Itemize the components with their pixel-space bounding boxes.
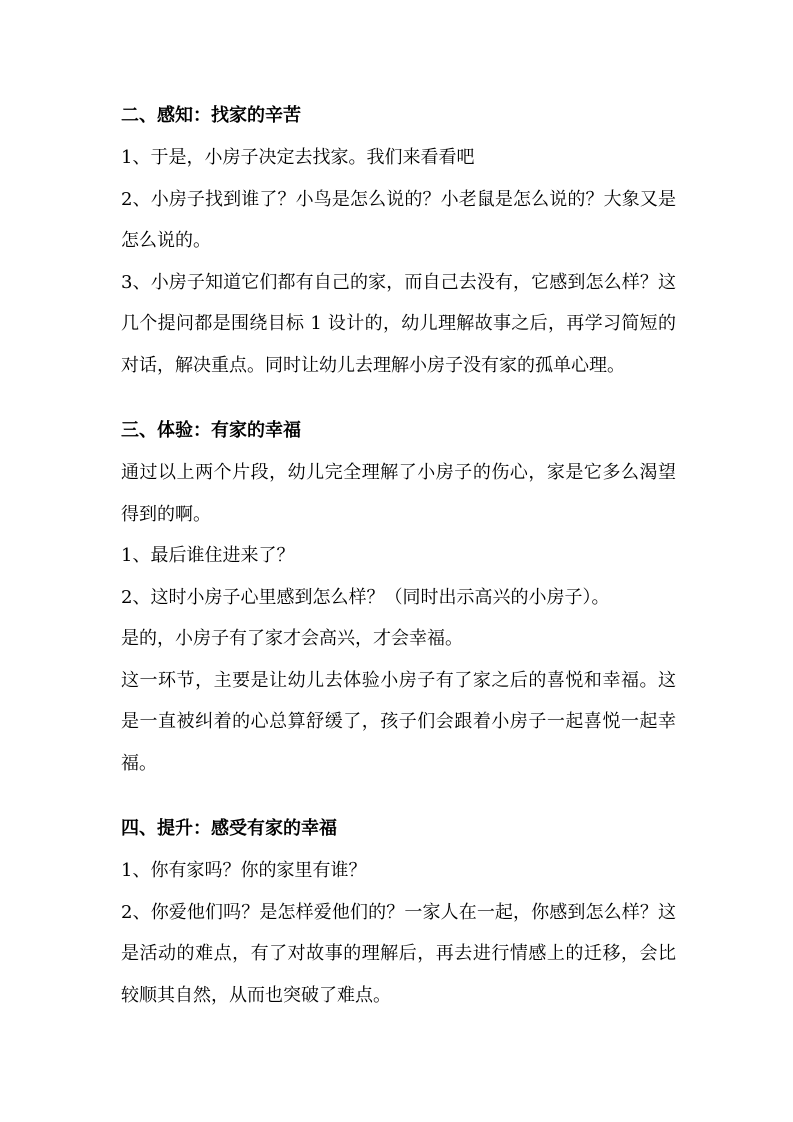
paragraph: 1、你有家吗？你的家里有谁？ xyxy=(121,860,367,881)
section-experience xyxy=(121,416,676,784)
section-perceive xyxy=(121,101,676,386)
section-heading: 三、体验：有家的幸福 xyxy=(121,420,301,441)
paragraph: 1、最后谁住进来了？ xyxy=(121,545,295,566)
paragraph: 3、小房子知道它们都有自己的家，而自己去没有，它感到怎么样？这几个提问都是围绕目标 1 设计的，幼儿理解故事之后，再学习简短的对话，解决重点。同时让幼儿去理解小房子没有家的孤单心理。 xyxy=(121,271,676,376)
paragraph: 2、这时小房子心里感到怎么样？（同时出示高兴的小房子）。 xyxy=(121,586,610,608)
section-heading: 四、提升：感受有家的幸福 xyxy=(121,818,337,839)
paragraph: 2、小房子找到谁了？小鸟是怎么说的？小老鼠是怎么说的？大象又是怎么说的。 xyxy=(121,188,676,251)
paragraph: 1、于是，小房子决定去找家。我们来看看吧 xyxy=(121,147,475,168)
section-enhance xyxy=(121,814,676,1016)
document-body xyxy=(121,101,676,1016)
paragraph: 通过以上两个片段，幼儿完全理解了小房子的伤心，家是它多么渴望得到的啊。 xyxy=(121,462,676,525)
paragraph: 2、你爱他们吗？是怎样爱他们的？一家人在一起，你感到怎么样？这是活动的难点，有了对故事的理解后，再去进行情感上的迁移，会比较顺其自然，从而也突破了难点。 xyxy=(121,901,676,1006)
paragraph: 这一环节，主要是让幼儿去体验小房子有了家之后的喜悦和幸福。这是一直被纠着的心总算舒缓了，孩子们会跟着小房子一起喜悦一起幸福。 xyxy=(121,669,676,774)
section-heading: 二、感知：找家的辛苦 xyxy=(121,105,301,126)
paragraph: 是的，小房子有了家才会高兴，才会幸福。 xyxy=(121,628,463,649)
